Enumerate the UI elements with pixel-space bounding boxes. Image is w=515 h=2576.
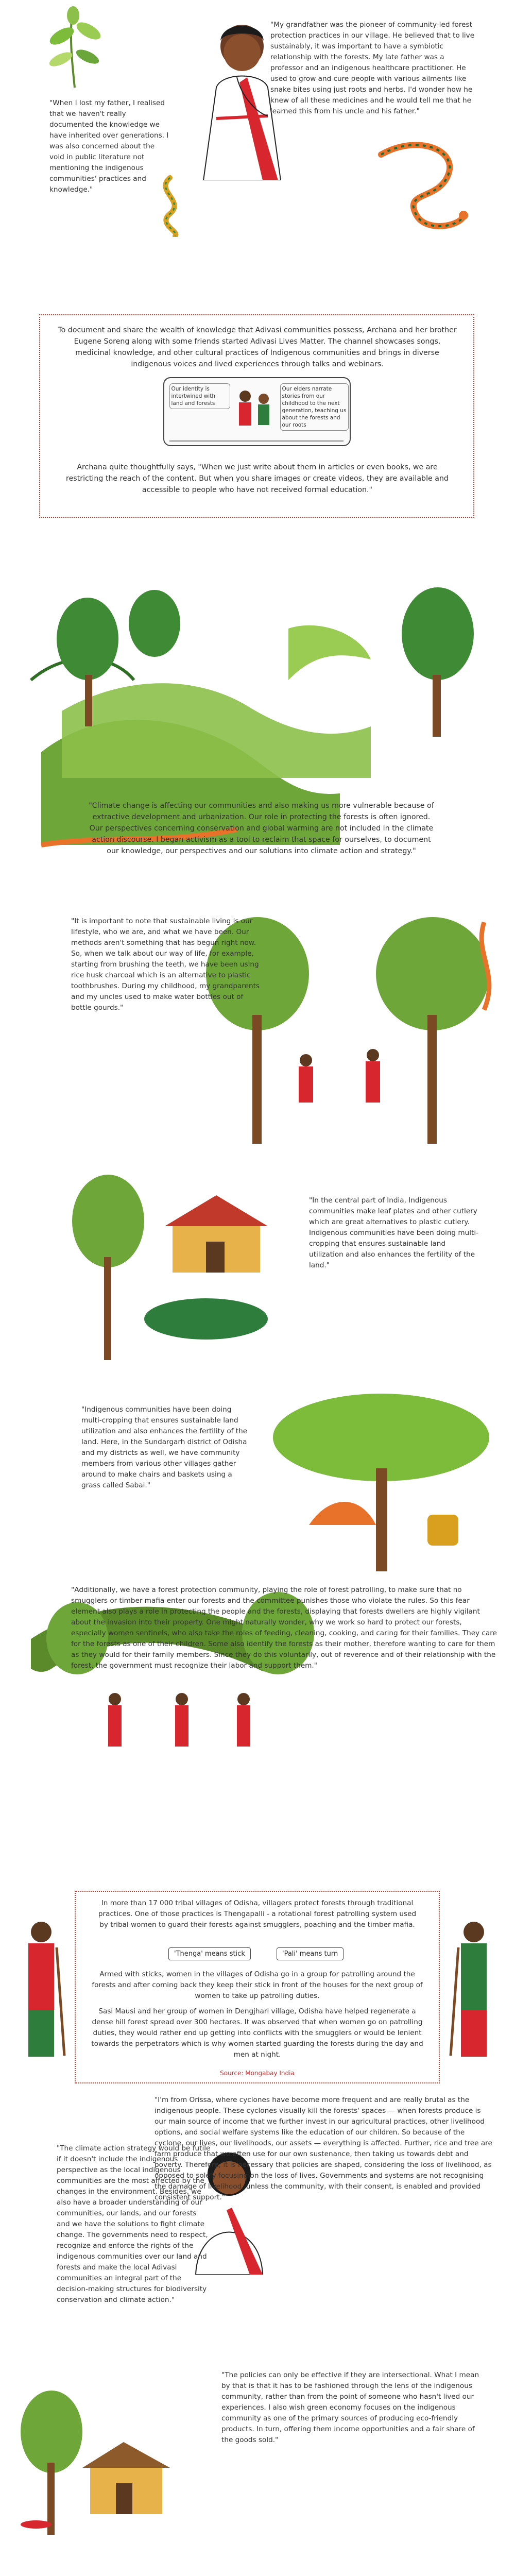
forest-landscape-illustration (0, 556, 515, 912)
snake-illustration (371, 134, 474, 237)
section-leaf-plates (0, 1164, 515, 1381)
section-intro (0, 0, 515, 242)
section-forest-protection (0, 1577, 515, 1886)
thengapalli-body-2: Sasi Mausi and her group of women in Dengjhari village, Odisha have helped regenerate a dense hill forest spread over 300 hectares. It was observed that when women go on patrolling duties, they would rather end up getting into conflicts with the smugglers or would be lenient towards the perpetrators which is why women started guarding the forests during the day and men at night. (91, 2007, 423, 2059)
father-quote: "When I lost my father, I realised that we haven't really documented the knowledge we have inherited over generations. I was also concerned about the void in public literature not mentioning the indigenous communities' practices and knowledge." (49, 99, 169, 194)
archana-quote: Archana quite thoughtfully says, "When we just write about them in articles or even books, we are restricting the reach of the content. But when you share images or create videos, they are available and accessible to people who have not received formal education." (66, 463, 449, 494)
village-hut-illustration (15, 2385, 191, 2540)
leaf-plates-quote: "In the central part of India, Indigenous communities make leaf plates and other cutlery which are great alternatives to plastic cutlery. Indigenous communities have been doing multi-cropping that ensures sustainable land utilization and also enhances the fertility of the land." (309, 1196, 479, 1269)
women-patrol-left-illustration (13, 1911, 70, 2066)
thengapalli-intro: In more than 17 000 tribal villages of Odisha, villagers protect forests through traditional practices. One of those practices is Thengapalli - a rotational forest patrolling system used by tribal women to guard their forests against smugglers, poaching and the timber mafia. (98, 1899, 417, 1929)
video-controls[interactable] (169, 440, 344, 442)
women-patrol-right-illustration (445, 1911, 502, 2066)
sabai-grass-quote: "Indigenous communities have been doing multi-cropping that ensures sustainable land utilization and also enhances the fertility of the land. Here, in the Sundargarh district of Odisha and my districts as well, we have community members from various other villages gather around to make chairs and baskets using a grass called Sabai." (81, 1405, 248, 1489)
section-sabai-grass (0, 1391, 515, 1577)
thengapalli-body-1: Armed with sticks, women in the villages of Odisha go in a group for patrolling around the forests and after coming back they keep their stick in front of the houses for the next group of women to take up patrolling duties. (92, 1970, 423, 2000)
source-citation: Source: Mongabay India (220, 2070, 295, 2077)
family-illustration (234, 386, 275, 430)
pali-tag: 'Pali' means turn (277, 1947, 344, 1960)
documentation-intro: To document and share the wealth of knowledge that Adivasi communities possess, Archana and her brother Eugene Soreng along with some friends started Adivasi Lives Matter. The channel showcases songs, medicinal knowledge, and other cultural practices of Indigenous communities and brings in diverse indigenous voices and lived experiences through talks and webinars. (58, 326, 457, 368)
section-climate (0, 556, 515, 912)
phone-caption-left: Our identity is intertwined with land and forests (169, 383, 230, 409)
thenga-tag: 'Thenga' means stick (168, 1947, 251, 1960)
cyclone-quote: "I'm from Orissa, where cyclones have become more frequent and are really brutal as the indigenous people. These cyclones visually kill the forests' spaces — when forests produce is our main source of income that we further invest in our agricultural practices, other livelihood options, and social welfare systems like the education of our children. So because of the cyclone, our lives, our livelihoods, our assets — everything is affected. Further, rice and tree are farm produce that we often use for our own sustenance, then taking us towards debt and poverty. Therefore, it is necessary that policies are shaped, considering the loss of livelihood, as opposed to solely focusing on the loss of lives. Governments and systems are not recognising the damage of livelihood, unless the community, with their consent, is enabled and provided consistent support." (154, 2096, 492, 2201)
climate-strategy-quote: "The climate action strategy would be futile if it doesn't include the indigenous perspective as the local indigenous communities are the most affected by the changes in the environment. Besides, we also have a broader understanding of our communities, our lands, and our forests and we have the solutions to fight climate change. The governments need to respect, recognize and enforce the rights of the indigenous communities over our land and forests and make the local Adivasi communities an integral part of the decision-making structures for biodiversity conservation and climate action." (57, 2144, 211, 2304)
phone-illustration (163, 377, 351, 446)
basket-weaving-illustration (258, 1391, 505, 1577)
forest-protection-quote: "Additionally, we have a forest protection community, playing the role of forest patrolling, to make sure that no smugglers or timber mafia enter our forests and the committee punishes those who violate the rules. So this fear element also plays a role in protecting the people and the forests, displaying that forests dwellers are highly vigilant about the invasion into their property. One might naturally wonder, why we work so hard to protect our forests, especially women sentinels, who also take the roles of feeding, cleaning, cooking, and caring for their families. They care for the forests as one of their children. Some also identify the forests as their mother, therefore wanting to care for them as they would for their family members. Since they do this voluntarily, out of reverence and of their relationship with the forest, the government must recognize their labor and support them." (71, 1586, 497, 1670)
section-documentation (39, 314, 474, 518)
phone-caption-right: Our elders narrate stories from our childhood to the next generation, teaching us about the forests and our roots (280, 383, 349, 431)
section-thengapalli (0, 1891, 515, 2087)
policies-quote: "The policies can only be effective if they are intersectional. What I mean by that is that it has to be fashioned through the lens of the indigenous community, rather than from the point of someone who hasn't lived our experiences. I also wish green economy focuses on the indigenous community as one of the primary sources of producing eco-friendly products. In turn, offering them income opportunities and a fair share of the goods sold." (221, 2371, 479, 2444)
section-green-economy (0, 2365, 515, 2576)
sustainable-living-quote: "It is important to note that sustainable living is our lifestyle, who we are, and what we have been. Our methods aren't something that has begun right now. So, when we talk about our way of life, for example, starting from brushing the teeth, we have been using rice husk charcoal which is an alternative to plastic toothbrushes. During my childhood, my grandparents and my uncles used to make water bottles out of bottle gourds." (71, 917, 260, 1012)
climate-quote: "Climate change is affecting our communities and also making us more vulnerable because of extractive development and urbanization. Our role in protecting the forests is often ignored. Our perspectives concerning conservation and global warming are not included in the climate action discourse. I began activism as a tool to reclaim that space for ourselves, to document our knowledge, our perspectives and our solutions into climate action and strategy." (89, 802, 434, 855)
section-sustainable-living (0, 912, 515, 1159)
thengapalli-box (75, 1891, 440, 2083)
hut-and-trees-illustration (72, 1164, 309, 1370)
section-cyclones (0, 2092, 515, 2360)
leaf-branch-illustration (41, 5, 108, 88)
grandfather-quote: "My grandfather was the pioneer of community-led forest protection practices in our village. He believed that to live sustainably, it was important to have a symbiotic relationship with the forests. My late father was a professor and an indigenous healthcare practitioner. He used to grow and cure people with various ailments like snake bites using just roots and herbs. I'd wonder how he knew of all these medicines and he would tell me that he learned this from his uncle and his father." (270, 21, 475, 115)
